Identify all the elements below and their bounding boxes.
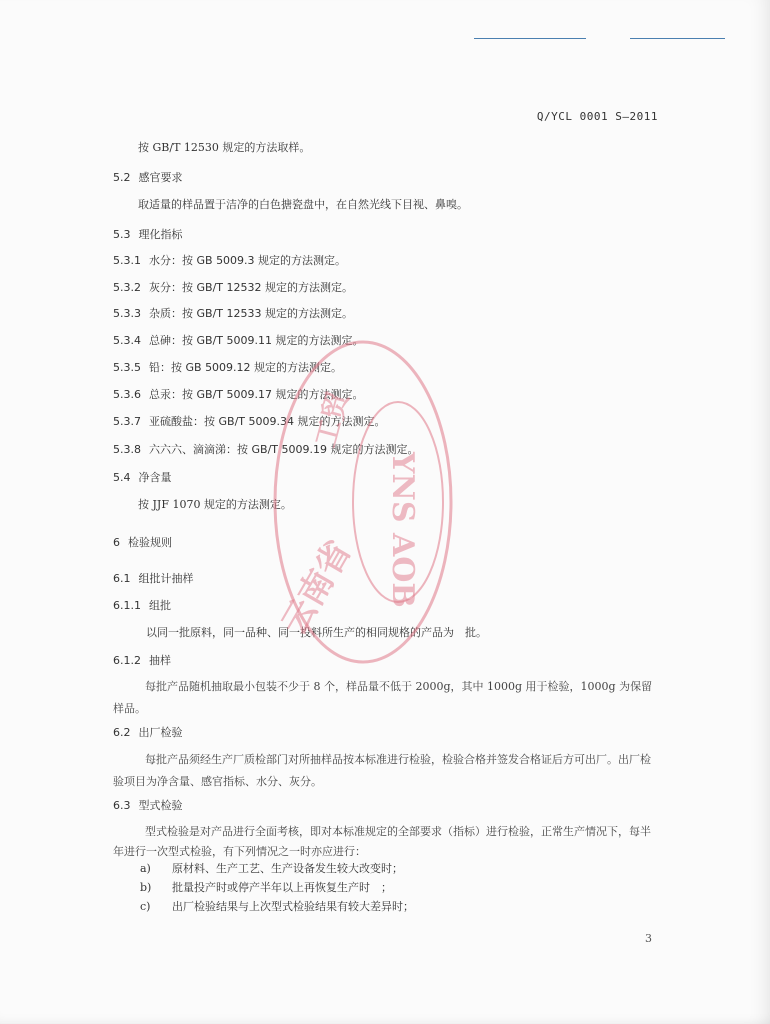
svg-text:工贸: 工贸 <box>308 388 356 451</box>
list-item: b) 批量投产时或停产半年以上再恢复生产时 ； <box>140 881 392 894</box>
section-heading: 6.1 组批计抽样 <box>113 572 194 585</box>
clause-line: 5.3.2 灰分：按 GB/T 12532 规定的方法测定。 <box>113 281 353 294</box>
clause-line: 5.3.7 亚硫酸盐：按 GB/T 5009.34 规定的方法测定。 <box>113 415 386 428</box>
list-item: c) 出厂检验结果与上次型式检验结果有较大差异时； <box>140 900 414 913</box>
text-line: 按 GB/T 12530 规定的方法取样。 <box>138 141 311 154</box>
top-rule-left <box>474 38 586 39</box>
clause-line: 5.3.6 总汞：按 GB/T 5009.17 规定的方法测定。 <box>113 388 364 401</box>
clause-line: 5.3.8 六六六、滴滴涕：按 GB/T 5009.19 规定的方法测定。 <box>113 443 419 456</box>
page-number: 3 <box>645 932 652 945</box>
section-heading: 6.3 型式检验 <box>113 799 183 812</box>
section-heading: 6.1.1 组批 <box>113 599 171 612</box>
text-line: 按 JJF 1070 规定的方法测定。 <box>138 498 292 511</box>
svg-text:云南省: 云南省 <box>273 533 360 642</box>
section-heading: 5.4 净含量 <box>113 471 172 484</box>
list-item: a) 原材料、生产工艺、生产设备发生较大改变时； <box>140 862 403 875</box>
type-inspection-paragraph: 型式检验是对产品进行全面考核，即对本标准规定的全部要求（指标）进行检验，正常生产情况下，每半年进行一次型式检验，有下列情况之一时亦应进行： <box>113 825 651 858</box>
company-seal-stamp <box>268 332 458 672</box>
text-line: 以同一批原料，同一品种、同一投料所生产的相同规格的产品为 批。 <box>146 626 487 639</box>
section-heading: 5.2 感官要求 <box>113 171 183 184</box>
chapter-heading: 6 检验规则 <box>113 536 172 549</box>
section-heading: 6.1.2 抽样 <box>113 654 171 667</box>
top-rule-right <box>630 38 725 39</box>
text-line: 取适量的样品置于洁净的白色搪瓷盘中，在自然光线下目视、鼻嗅。 <box>138 198 468 211</box>
section-heading: 6.2 出厂检验 <box>113 726 183 739</box>
clause-line: 5.3.1 水分：按 GB 5009.3 规定的方法测定。 <box>113 254 347 267</box>
sampling-paragraph: 每批产品随机抽取最小包装不少于 8 个，样品量不低于 2000g，其中 1000g 用于检验，1000g 为保留样品。 <box>113 680 653 715</box>
clause-line: 5.3.5 铅：按 GB 5009.12 规定的方法测定。 <box>113 361 343 374</box>
svg-text:YNS AOB: YNS AOB <box>385 452 420 608</box>
factory-inspection-paragraph: 每批产品须经生产厂质检部门对所抽样品按本标准进行检验，检验合格并签发合格证后方可出厂。出厂检验项目为净含量、感官指标、水分、灰分。 <box>113 753 651 788</box>
standard-code-header: Q/YCL 0001 S—2011 <box>536 110 658 123</box>
clause-line: 5.3.4 总砷：按 GB/T 5009.11 规定的方法测定。 <box>113 334 364 347</box>
clause-line: 5.3.3 杂质：按 GB/T 12533 规定的方法测定。 <box>113 307 353 320</box>
section-heading: 5.3 理化指标 <box>113 228 183 241</box>
